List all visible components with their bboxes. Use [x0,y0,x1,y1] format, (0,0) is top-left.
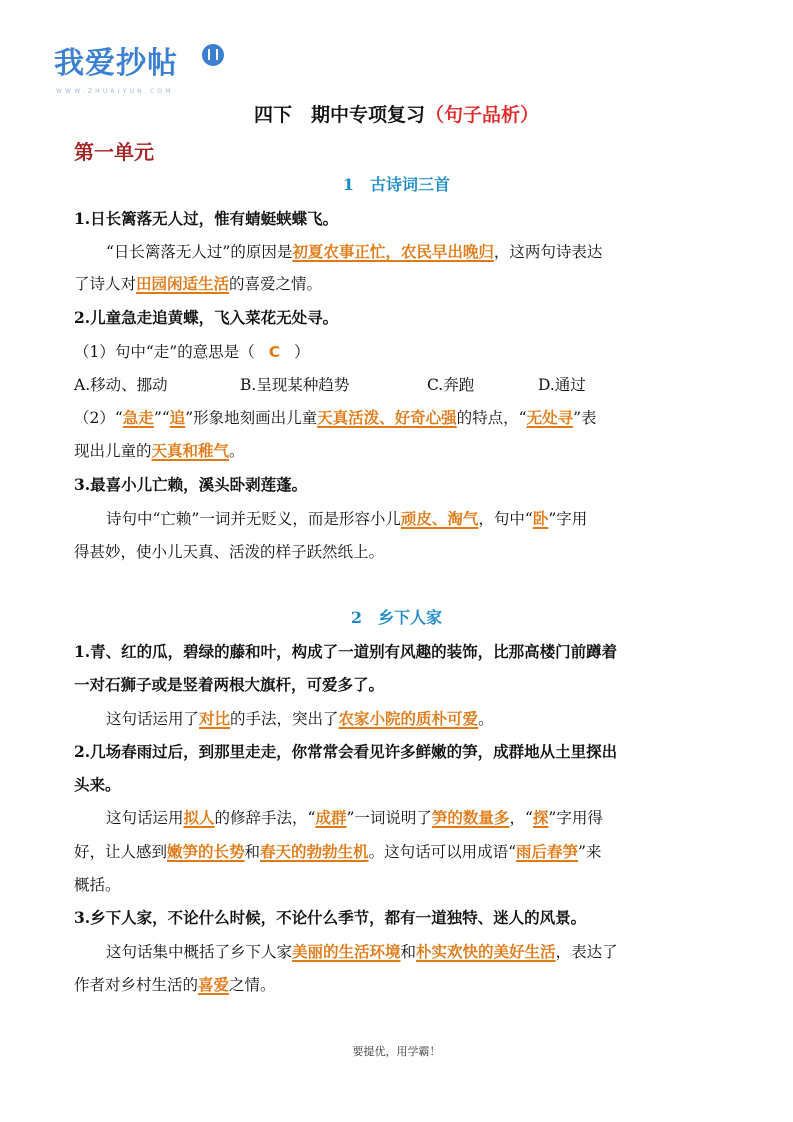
text-part: ”字用得 [548,809,603,827]
text-part: 和 [400,943,417,961]
answer-highlight: 卧 [532,509,549,528]
answer-highlight: 顽皮、淘气 [400,509,479,528]
text-part: “日长篱落无人过”的原因是 [106,243,293,261]
text-part: （2）“ [74,409,123,427]
l1-q2-sub2-line1 [74,406,597,428]
logo-badge-icon [202,44,224,66]
answer-highlight: 美丽的生活环境 [292,942,401,961]
l1-q3-answer-line2: 得甚妙，使小儿天真、活泼的样子跃然纸上。 [74,543,385,561]
text-part: 。 [478,710,494,728]
text-part: ，句中“ [478,510,533,528]
l2-q2-answer-line3: 概括。 [74,876,121,894]
lesson-1-title: 1 古诗词三首 [342,175,451,194]
l1-q3-answer-line1 [106,507,587,529]
unit-heading: 第一单元 [74,140,154,164]
text-part: ”来 [578,843,602,861]
logo-text: 我爱抄帖 [54,46,178,81]
l2-q2-answer-line2 [74,840,601,862]
text-part: 作者对乡村生活的 [74,976,199,994]
answer-highlight: 笋的数量多 [431,808,510,827]
answer-highlight: 天真活泼、好奇心强 [317,408,457,427]
text-part: 这句话运用 [106,809,184,827]
text-part: 诗句中“亡赖”一词并无贬义，而是形容小儿 [106,510,401,528]
l2-q2-answer-line1 [106,806,603,828]
text-part: 现出儿童的 [74,442,152,460]
text-part: 。这句话可以用成语“ [368,843,516,861]
text-part: ”一词说明了 [346,809,432,827]
page-title [0,100,793,127]
l1-q1-answer-line1 [106,240,602,262]
answer-highlight: 初夏农事正忙，农民早出晚归 [292,242,494,261]
answer-highlight: 喜爱 [198,975,230,994]
text-part: ”形象地刻画出儿童 [185,409,318,427]
text-part: ”“ [153,409,170,427]
answer-highlight: 拟人 [183,808,215,827]
text-part: 的手法，突出了 [230,710,339,728]
l1-q2-sub2-line2 [74,439,245,461]
text-part: 的喜爱之情。 [229,275,323,293]
page-footer: 要提优，用学霸！ [352,1045,441,1058]
l1-q1-answer-line2 [74,272,322,294]
l1-q2-option-a: A.移动、挪动 [74,376,168,394]
brand-logo [54,38,234,98]
text-part: 的特点，“ [456,409,527,427]
l1-q2-option-b: B.呈现某种趋势 [240,376,350,394]
answer-highlight: 追 [169,408,186,427]
l2-q1-text-line1: 1.青、红的瓜，碧绿的藤和叶，构成了一道别有风趣的装饰，比那高楼门前蹲着 [74,642,618,661]
l2-q3-answer-line2 [74,973,276,995]
title-main: 四下 期中专项复习 [253,104,425,126]
answer-highlight: 天真和稚气 [151,441,230,460]
l2-q3-text: 3.乡下人家，不论什么时候，不论什么季节，都有一道独特、迷人的风景。 [74,908,587,927]
l2-q3-answer-line1 [106,940,618,962]
text-part: ，“ [509,809,533,827]
answer-highlight: 雨后春笋 [516,842,579,861]
text-part: ） [294,343,310,361]
text-part: 之情。 [229,976,276,994]
answer-highlight: 田园闲适生活 [136,274,230,293]
answer-choice: C [268,343,281,361]
answer-highlight: 成群 [315,808,347,827]
text-part: （1）句中“走”的意思是（ [74,343,255,361]
text-part: ，表达了 [555,943,618,961]
text-part: ”表 [573,409,597,427]
text-part: 这句话集中概括了乡下人家 [106,943,293,961]
l2-q1-answer [106,707,494,729]
l1-q2-option-c: C.奔跑 [427,376,475,394]
answer-highlight: 对比 [199,709,231,728]
answer-highlight: 无处寻 [526,408,574,427]
text-part: 和 [244,843,261,861]
text-part: 的修辞手法，“ [214,809,316,827]
l1-q2-option-d: D.通过 [538,376,586,394]
l2-q2-text-line1: 2.几场春雨过后，到那里走走，你常常会看见许多鲜嫩的笋，成群地从土里探出 [74,742,618,761]
answer-highlight: 农家小院的质朴可爱 [338,709,479,728]
l1-q1-text: 1.日长篱落无人过，惟有蜻蜓蛱蝶飞。 [74,209,339,228]
answer-highlight: 春天的勃勃生机 [260,842,369,861]
l2-q1-text-line2: 一对石狮子或是竖着两根大旗杆，可爱多了。 [74,675,385,694]
answer-highlight: 急走 [122,408,154,427]
text-part: 。 [229,442,245,460]
l2-q2-text-line2: 头来。 [74,775,121,794]
title-sub: （句子品析） [425,104,540,126]
text-part: ，这两句诗表达 [493,243,603,261]
logo-url: WWW.ZHUAIYUN.COM [56,88,174,95]
text-part: 这句话运用了 [106,710,200,728]
text-part: 了诗人对 [74,275,137,293]
answer-highlight: 朴实欢快的美好生活 [416,942,556,961]
l1-q2-text: 2.儿童急走追黄蝶，飞入菜花无处寻。 [74,308,339,327]
answer-highlight: 嫩笋的长势 [167,842,245,861]
l1-q2-sub1 [74,340,310,362]
answer-highlight: 探 [532,808,549,827]
lesson-2-title: 2 乡下人家 [350,608,443,627]
text-part: ”字用 [548,510,588,528]
l1-q3-text: 3.最喜小儿亡赖，溪头卧剥莲蓬。 [74,475,308,494]
text-part: 好，让人感到 [74,843,168,861]
